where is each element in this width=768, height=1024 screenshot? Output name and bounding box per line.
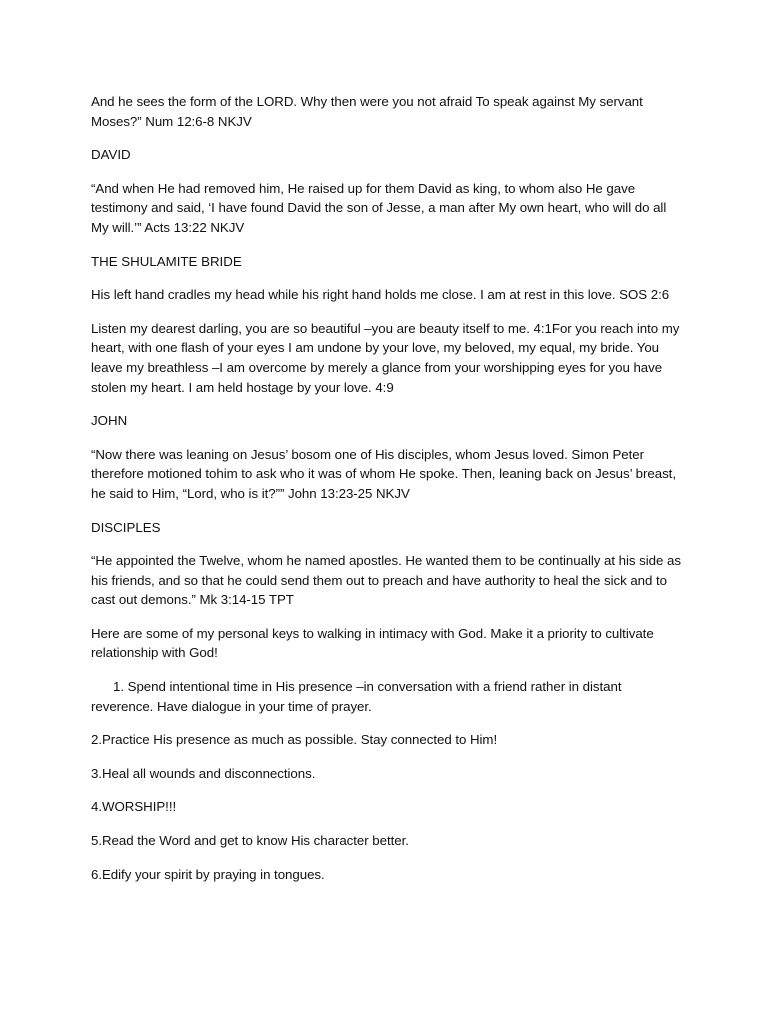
- paragraph: “He appointed the Twelve, whom he named apostles. He wanted them to be continually at his side as his friends, and so that he could send them out to preach and have authority to heal the sick and to cast out demons.” Mk 3:14-15 TPT: [91, 553, 681, 608]
- section-heading-shulamite-bride: THE SHULAMITE BRIDE: [91, 253, 242, 269]
- list-item: 1. Spend intentional time in His presence –in conversation with a friend rather in distant reverence. Have dialogue in your time of prayer.: [91, 679, 622, 714]
- list-item: 5.Read the Word and get to know His character better.: [91, 833, 409, 849]
- paragraph: Listen my dearest darling, you are so beautiful –you are beauty itself to me. 4:1For you reach into my heart, with one flash of your eyes I am undone by your love, my beloved, my equal, my bride. You leave my breathless –I am overcome by merely a glance from your worshipping eyes for you have stolen my heart. I am held hostage by your love. 4:9: [91, 320, 680, 395]
- list-item: 2.Practice His presence as much as possible. Stay connected to Him!: [91, 732, 498, 748]
- list-item: 3.Heal all wounds and disconnections.: [91, 765, 316, 781]
- paragraph: His left hand cradles my head while his right hand holds me close. I am at rest in this love. SOS 2:6: [91, 287, 670, 303]
- section-heading-john: JOHN: [91, 413, 128, 429]
- paragraph: And he sees the form of the LORD. Why then were you not afraid To speak against My servant Moses?” Num 12:6-8 NKJV: [91, 94, 643, 129]
- paragraph: “And when He had removed him, He raised up for them David as king, to whom also He gave testimony and said, ‘I have found David the son of Jesse, a man after My own heart, who will do all My will.’” Acts 13:22 NKJV: [91, 180, 667, 235]
- paragraph: “Now there was leaning on Jesus’ bosom one of His disciples, whom Jesus loved. Simon Peter therefore motioned tohim to ask who it was of whom He spoke. Then, leaning back on Jesus’ breast, he said to Him, “Lord, who is it?”” John 13:23-25 NKJV: [91, 446, 676, 501]
- document-page: [91, 92, 681, 898]
- list-item: 6.Edify your spirit by praying in tongues.: [91, 866, 325, 882]
- paragraph: Here are some of my personal keys to walking in intimacy with God. Make it a priority to cultivate relationship with God!: [91, 625, 654, 661]
- section-heading-david: DAVID: [91, 147, 131, 163]
- section-heading-disciples: DISCIPLES: [91, 519, 161, 535]
- list-item: 4.WORSHIP!!!: [91, 799, 177, 815]
